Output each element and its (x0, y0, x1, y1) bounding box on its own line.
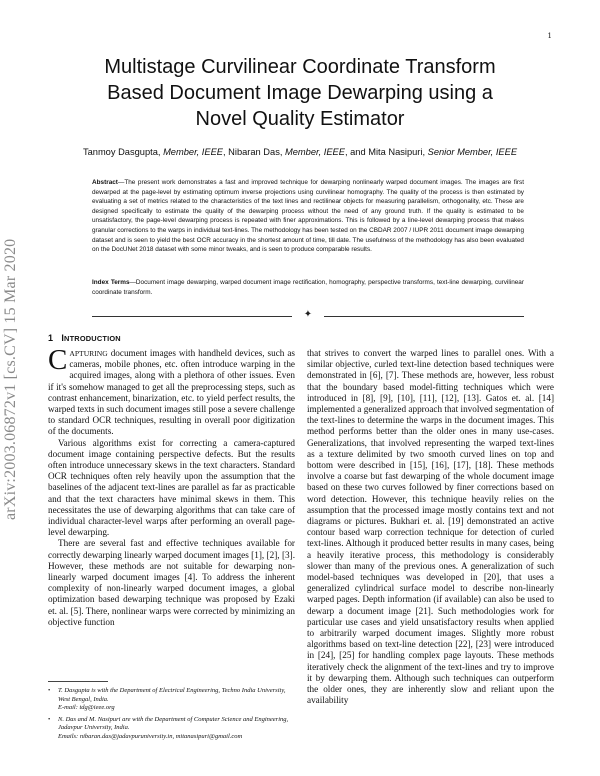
index-terms-text: —Document image dewarping, warped document image rectification, homography, perspective transforms, text-line dewarping, curvilinear coordinate transform. (92, 279, 524, 296)
left-text-column (48, 344, 295, 628)
intro-paragraph-1-text: document images with handheld devices, such as cameras, mobile phones, etc. often introduce warping in the acquired images, along with a plethora of other issues. Even if it's somehow managed to get all the preprocessing steps, such as contrast enhancement, binarization, etc. to yield perfect results, the warped texts in such document images still pose a severe challenge to standard OCR techniques, resulting in overall poor digitization of the documents. (48, 348, 295, 437)
drop-cap-letter: C (48, 344, 68, 376)
section-title-rest: NTRODUCTION (64, 334, 121, 343)
paper-title (60, 54, 540, 132)
author-list (20, 147, 580, 157)
title-line-1: Multistage Curvilinear Coordinate Transform (104, 56, 496, 78)
intro-paragraph-3: There are several fast and effective techniques available for correctly dewarping linearly warped document images [1], [2], [3]. However, these methods are not suitable for dewarping non-linearly warped document images [4]. To address the inherent complexity of non-linearly warped document images, a global optimization based dewarping technique was proposed by Ezaki et. al. [5]. There, nonlinear warps were corrected by minimizing an objective function (48, 538, 295, 627)
footnote-2-bullet: • (48, 715, 51, 723)
page-number: 1 (547, 32, 552, 40)
abstract-text: —The present work demonstrates a fast and improved technique for dewarping nonlinearly warped document images. The images are first dewarped at the page-level by estimating optimum inverse projections using curvilinear homography. The quality of the process is then estimated by evaluating a set of metrics related to the characteristics of the text lines and rectilinear objects for measuring parallelism, orthogonality, etc. These are designed specifically to estimate the quality of the dewarping process without the need of any ground truth. If the quality is estimated to be unsatisfactory, the page-level dewarping process is repeated with finer approximations. This is followed by a line-level dewarping process that makes granular corrections to the warps in individual text-lines. The methodology has been tested on the CBDAR 2007 / IUPR 2011 document image dewarping dataset and is seen to yield the best OCR accuracy in the shortest amount of time, till date. The usefulness of the methodology has also been evaluated on the DocUNet 2018 dataset with some minor tweaks, and is seen to produce comparable results. (92, 179, 524, 254)
intro-paragraph-4: that strives to convert the warped lines to parallel ones. With a similar objective, curled text-line detection based techniques were demonstrated in [6], [7]. These methods are, however, less robust that the boundary based model-fitting techniques which were introduced in [8], [9], [10], [11], [12], [13]. Gatos et. al. [14] implemented a generalized approach that involved segmentation of the text-lines to determine the warps in the document images. This method performs better than the older ones in many use-cases. Generalizations, that involved representing the warped text-lines as a texture delimited by two smooth curved lines on top and bottom were described in [15], [16], [17], [18]. These methods involve a coarse but fast dewarping of the whole document image based on these two curves followed by finer corrections based on word detection. However, this technique heavily relies on the assumption that the processed image mostly contains text and not diagrams or pictures. Bukhari et. al. [19] demonstrated an active contour based warp correction technique for detection of curled text-lines. Although it produced better results in many cases, being a heavily iterative process, this methodology is considerably slower than many of the previous ones. A generalization of such model-based techniques was developed in [20], that uses a generalized cylindrical surface model to describe non-linearly warped pages. Depth information (if available) can also be used to dewarp a document image [21]. Such methodologies work for particular use cases and yield unsatisfactory results when applied to arbitrarily warped document images. Slightly more robust algorithms based on text-line detection [22], [23] were introduced in [24], [25] for handling complex page layouts. These methods iteratively check the alignment of the text-lines and try to improve it by dewarping them. Although such techniques can outperform the older ones, they are inherently slow and reliant upon the availability (307, 348, 554, 706)
right-text-column (307, 348, 554, 707)
author-2-role: Member, IEEE (285, 147, 345, 157)
footnote-1-email: E-mail: tdg@ieee.org (58, 704, 115, 712)
section-number: 1 (48, 333, 54, 343)
author-3: , and Mita Nasipuri, (344, 147, 428, 157)
divider-line-right (324, 316, 524, 317)
first-word-smallcaps: APTURING (69, 349, 108, 358)
arxiv-identifier-stamp: arXiv:2003.06872v1 [cs.CV] 15 Mar 2020 (2, 238, 19, 520)
footnotes (48, 687, 295, 745)
section-heading-introduction (48, 333, 121, 343)
footnote-2 (48, 716, 295, 742)
footnote-2-affiliation: N. Das and M. Nasipuri are with the Department of Computer Science and Engineering, Jadavpur University, India. (58, 715, 289, 732)
title-line-2: Based Document Image Dewarping using a (107, 82, 493, 104)
footnote-2-emails: Emails: nibaran.das@jadavpuruniversity.in, mitanasipuri@gmail.com (58, 732, 243, 740)
abstract (92, 178, 524, 255)
author-1-role: Member, IEEE (163, 147, 223, 157)
intro-paragraph-1 (48, 344, 295, 438)
divider-ornament-icon: ✦ (303, 309, 313, 320)
footnote-rule (48, 681, 108, 682)
footnote-1 (48, 687, 295, 713)
title-line-3: Novel Quality Estimator (195, 108, 405, 130)
section-divider (92, 311, 524, 321)
author-3-role: Senior Member, IEEE (427, 147, 518, 157)
abstract-label: Abstract (92, 179, 118, 186)
footnote-1-bullet: • (48, 687, 51, 694)
index-terms-label: Index Terms (92, 279, 130, 286)
divider-line-left (92, 316, 292, 317)
footnote-1-affiliation: T. Dasgupta is with the Department of Electrical Engineering, Techno India University, West Bengal, India. (58, 687, 286, 703)
intro-paragraph-2: Various algorithms exist for correcting a camera-captured document image containing perspective defects. But the results often introduce unnecessary skews in the text characters. Standard OCR techniques often rely heavily upon the assumption that the baselines of the adjacent text-lines are parallel as far as practicable and that the text characters have minimal skews in them. This necessitates the use of dewarping algorithms that can take care of individual character-level warps after performing an overall page-level dewarping. (48, 437, 295, 538)
index-terms (92, 278, 524, 297)
author-1: Tanmoy Dasgupta, (82, 147, 164, 157)
author-2: , Nibaran Das, (223, 147, 286, 157)
section-title-initial: I (61, 333, 65, 343)
